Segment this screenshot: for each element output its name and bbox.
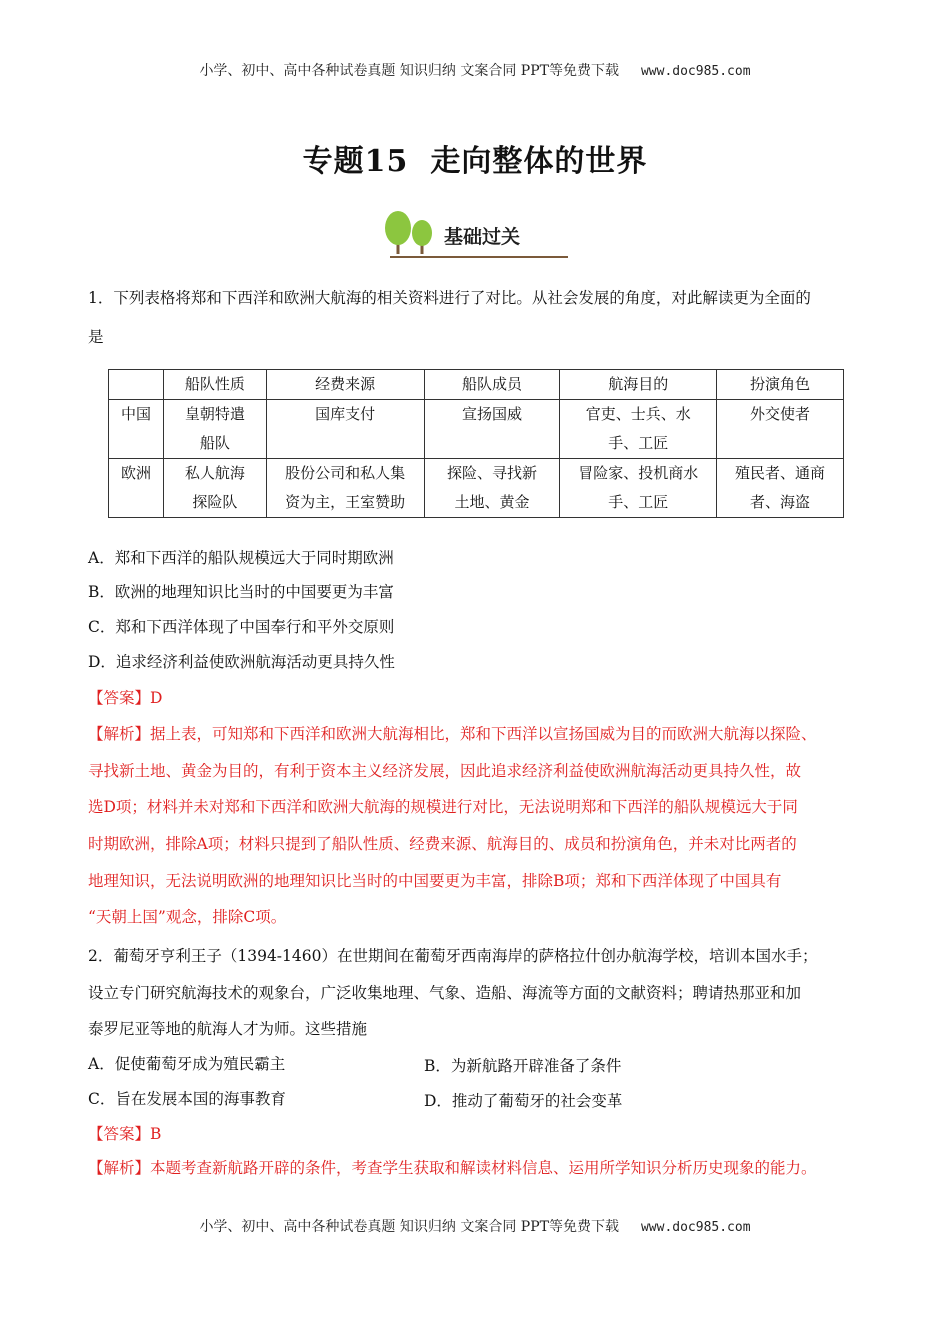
header-text: 小学、初中、高中各种试卷真题 知识归纳 文案合同 PPT等免费下载 [199, 63, 619, 79]
table-header-cell [109, 370, 164, 400]
q1-analysis-line: 【解析】据上表，可知郑和下西洋和欧洲大航海相比，郑和下西洋以宣扬国威为目的而欧洲大航海以探险、 [88, 725, 817, 743]
table-header-cell: 扮演角色 [717, 370, 844, 400]
table-row [109, 459, 844, 518]
page-footer [0, 1216, 950, 1236]
answer-value: D [150, 689, 163, 707]
table-header-cell: 船队性质 [163, 370, 266, 400]
section-badge [380, 208, 570, 260]
table-cell-purpose: 冒险家、投机商水 手、工匠 [560, 459, 717, 518]
table-cell-region: 中国 [109, 400, 164, 459]
table-header-cell: 航海目的 [560, 370, 717, 400]
q1-option-c: C．郑和下西洋体现了中国奉行和平外交原则 [88, 618, 395, 636]
table-cell-region: 欧洲 [109, 459, 164, 518]
analysis-tag: 【解析】 [88, 725, 151, 743]
table-cell-funding: 国库支付 [266, 400, 424, 459]
q2-stem-line: 设立专门研究航海技术的观象台，广泛收集地理、气象、造船、海流等方面的文献资料；聘请热那亚和加 [88, 984, 802, 1002]
answer-tag: 【答案】 [88, 689, 151, 707]
table-cell-purpose: 官吏、士兵、水 手、工匠 [560, 400, 717, 459]
q2-stem-line: 泰罗尼亚等地的航海人才为师。这些措施 [88, 1020, 368, 1038]
footer-site-link[interactable]: www.doc985.com [640, 1220, 751, 1235]
q1-stem-line2: 是 [88, 328, 104, 346]
q1-analysis-line: 地理知识，无法说明欧洲的地理知识比当时的中国要更为丰富，排除B项；郑和下西洋体现了中国具有 [88, 872, 782, 890]
q2-option-d: D．推动了葡萄牙的社会变革 [424, 1092, 623, 1110]
comparison-table [108, 369, 844, 518]
q2-option-a: A．促使葡萄牙成为殖民霸主 [88, 1055, 286, 1073]
footer-text: 小学、初中、高中各种试卷真题 知识归纳 文案合同 PPT等免费下载 [199, 1219, 619, 1235]
table-header-cell: 经费来源 [266, 370, 424, 400]
q2-option-c: C．旨在发展本国的海事教育 [88, 1090, 286, 1108]
q2-analysis: 【解析】本题考查新航路开辟的条件，考查学生获取和解读材料信息、运用所学知识分析历史现象的能力。 [88, 1159, 817, 1177]
title-main: 走向整体的世界 [430, 144, 648, 179]
header-site-link[interactable]: www.doc985.com [640, 64, 751, 79]
answer-value: B [150, 1125, 162, 1143]
table-header-row [109, 370, 844, 400]
badge-label: 基础过关 [444, 226, 521, 248]
badge-underline [390, 256, 568, 258]
answer-tag: 【答案】 [88, 1125, 151, 1143]
table-cell-nature: 皇朝特遣 船队 [163, 400, 266, 459]
q1-answer [88, 688, 888, 708]
q1-option-b: B．欧洲的地理知识比当时的中国要更为丰富 [88, 583, 394, 601]
title-prefix: 专题15 [302, 144, 409, 179]
q1-analysis-line: “天朝上国”观念，排除C项。 [88, 908, 287, 926]
table-row [109, 400, 844, 459]
q2-option-b: B．为新航路开辟准备了条件 [424, 1057, 622, 1075]
table-cell-members: 探险、寻找新 土地、黄金 [424, 459, 560, 518]
table-cell-members: 宣扬国威 [424, 400, 560, 459]
table-cell-role: 外交使者 [717, 400, 844, 459]
analysis-tag: 【解析】 [88, 1159, 151, 1177]
q2-answer [88, 1124, 888, 1144]
q1-stem-line1: 1．下列表格将郑和下西洋和欧洲大航海的相关资料进行了对比。从社会发展的角度，对此解读更为全面的 [88, 289, 811, 307]
table-cell-nature: 私人航海 探险队 [163, 459, 266, 518]
page-title [0, 136, 950, 180]
table-header-cell: 船队成员 [424, 370, 560, 400]
q1-analysis-line: 寻找新土地、黄金为目的，有利于资本主义经济发展，因此追求经济利益使欧洲航海活动更具持久性，故 [88, 762, 802, 780]
q1-option-d: D．追求经济利益使欧洲航海活动更具持久性 [88, 653, 395, 671]
q1-analysis-line: 时期欧洲，排除A项；材料只提到了船队性质、经费来源、航海目的、成员和扮演角色，并未对比两者的 [88, 835, 797, 853]
table-cell-funding: 股份公司和私人集 资为主，王室赞助 [266, 459, 424, 518]
q1-option-a: A．郑和下西洋的船队规模远大于同时期欧洲 [88, 549, 394, 567]
q2-stem-line: 2．葡萄牙亨利王子（1394-1460）在世期间在葡萄牙西南海岸的萨格拉什创办航海学校，培训本国水手； [88, 947, 818, 965]
tree-icon [380, 208, 444, 258]
page-header [0, 60, 950, 80]
table-cell-role: 殖民者、通商 者、海盗 [717, 459, 844, 518]
q1-analysis-line: 选D项；材料并未对郑和下西洋和欧洲大航海的规模进行对比，无法说明郑和下西洋的船队规模远大于同 [88, 798, 798, 816]
